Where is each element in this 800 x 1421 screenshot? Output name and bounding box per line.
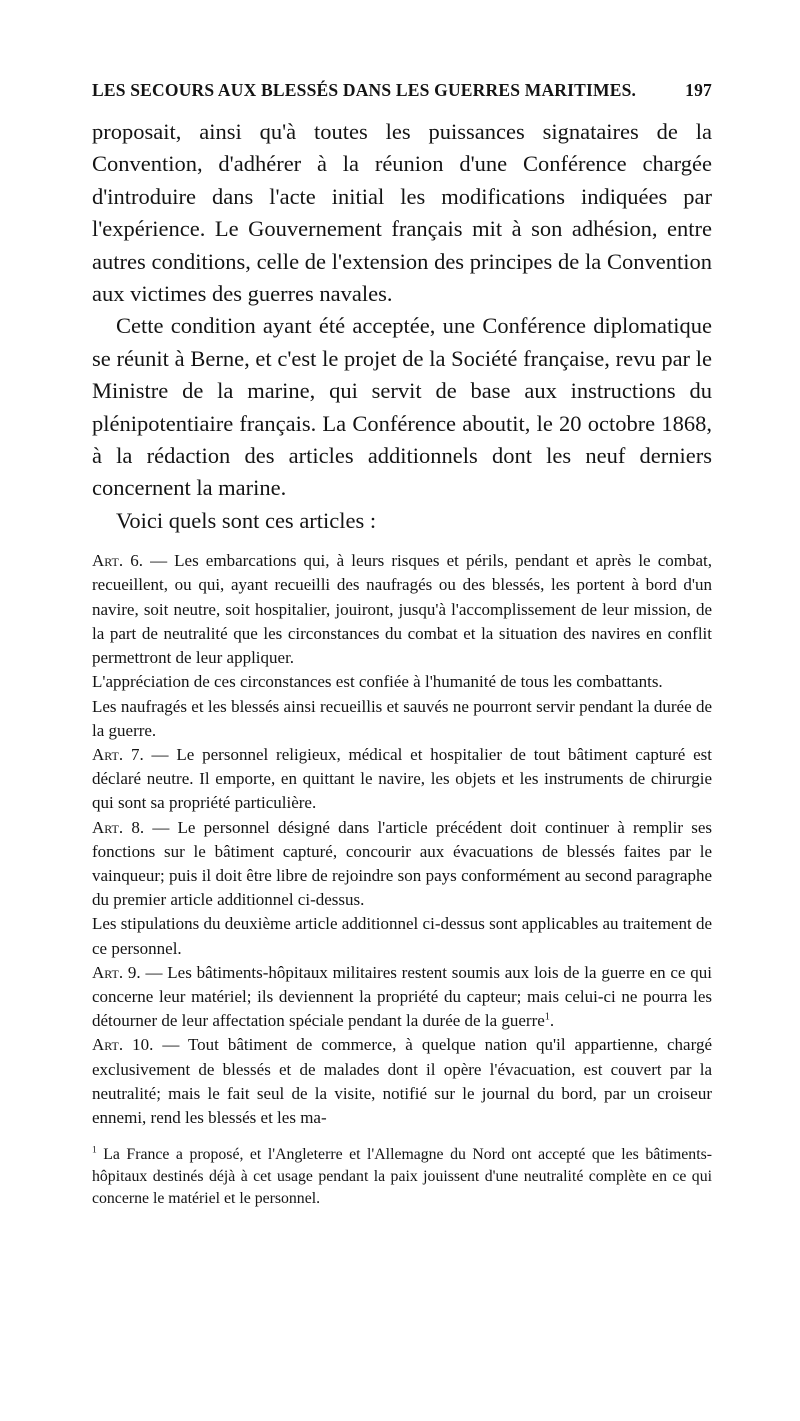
footnote-text: La France a proposé, et l'Angleterre et l'Allemagne du Nord ont accepté que les bâtiments-hôpitaux destinés déjà à cet usage pendant la paix jouissent d'une neutralité complète en ce qui concerne le matériel et le personnel. [92,1146,712,1208]
footnotes [92,1144,712,1210]
footnote-1 [92,1144,712,1210]
article-10 [92,1033,712,1130]
article-9-label: Art. 9. [92,962,141,982]
paragraph-2: Cette condition ayant été acceptée, une Conférence diplomatique se réunit à Berne, et c'est le projet de la Société française, revu par le Ministre de la marine, qui servit de base aux instructions du plénipotentiaire français. La Conférence aboutit, le 20 octobre 1868, à la rédaction des articles additionnels dont les neuf derniers concernent la marine. [92,313,712,501]
articles-section [92,549,712,1130]
running-head-title: LES SECOURS AUX BLESSÉS DANS LES GUERRES MARITIMES. [92,80,637,100]
main-text [92,116,712,537]
article-8 [92,816,712,913]
article-8-label: Art. 8. [92,817,145,837]
book-page [92,78,712,1210]
article-7-text: — Le personnel religieux, médical et hospitalier de tout bâtiment capturé est déclaré neutre. Il emporte, en quittant le navire, les objets et les instruments de chirurgie qui sont sa propriété particulière. [92,744,713,813]
page-number: 197 [685,80,712,100]
article-6 [92,549,712,670]
article-7-label: Art. 7. [92,744,144,764]
article-10-text: — Tout bâtiment de commerce, à quelque nation qu'il appartienne, chargé exclusivement de blessés et de malades dont il opère l'évacuation, est couvert par la neutralité; mais le fait seul de la visite, notifié sur le journal du bord, par un croiseur ennemi, rend les blessés et les ma- [92,1035,713,1127]
article-6-paragraph-3: Les naufragés et les blessés ainsi recueillis et sauvés ne pourront servir pendant la durée de la guerre. [92,696,712,740]
article-7 [92,743,712,816]
article-9-text: — Les bâtiments-hôpitaux militaires restent soumis aux lois de la guerre en ce qui concerne leur matériel; ils deviennent la propriété du capteur; mais celui-ci ne pourra les détourner de leur affectation spéciale pendant la durée de la guerre [92,962,712,1031]
article-9 [92,961,712,1034]
article-10-label: Art. 10. [92,1035,154,1055]
article-6-label: Art. 6. [92,551,143,571]
footnote-marker: 1 [92,1145,97,1156]
article-9-end: . [549,1011,555,1031]
article-8-text: — Le personnel désigné dans l'article précédent doit continuer à remplir ses fonctions sur le bâtiment capturé, concourir aux évacuations de blessés faites par le vainqueur; puis il doit être libre de rejoindre son pays conformément au second paragraphe du premier article additionnel ci-dessus. [92,817,713,910]
article-6-text: — Les embarcations qui, à leurs risques et périls, pendant et après le combat, recueillent, ou qui, ayant recueilli des naufragés ou des blessés, les portent à bord d'un navire, soit neutre, soit hospitalier, jouiront, jusqu'à l'accomplissement de leur mission, de la part de neutralité que les circonstances du combat et la situation des navires en conflit permettront de leur appliquer. [92,551,712,668]
paragraph-3: Voici quels sont ces articles : [116,507,377,533]
article-8-paragraph-2: Les stipulations du deuxième article additionnel ci-dessus sont applicables au traitement de ce personnel. [92,914,712,958]
running-head [92,78,712,102]
article-6-paragraph-2: L'appréciation de ces circonstances est confiée à l'humanité de tous les combattants. [92,672,663,692]
paragraph-1: proposait, ainsi qu'à toutes les puissances signataires de la Convention, d'adhérer à la réunion d'une Conférence chargée d'introduire dans l'acte initial les modifications indiquées par l'expérience. Le Gouvernement français mit à son adhésion, entre autres conditions, celle de l'extension des principes de la Convention aux victimes des guerres navales. [92,119,712,307]
footnote-reference: 1 [544,1011,550,1023]
